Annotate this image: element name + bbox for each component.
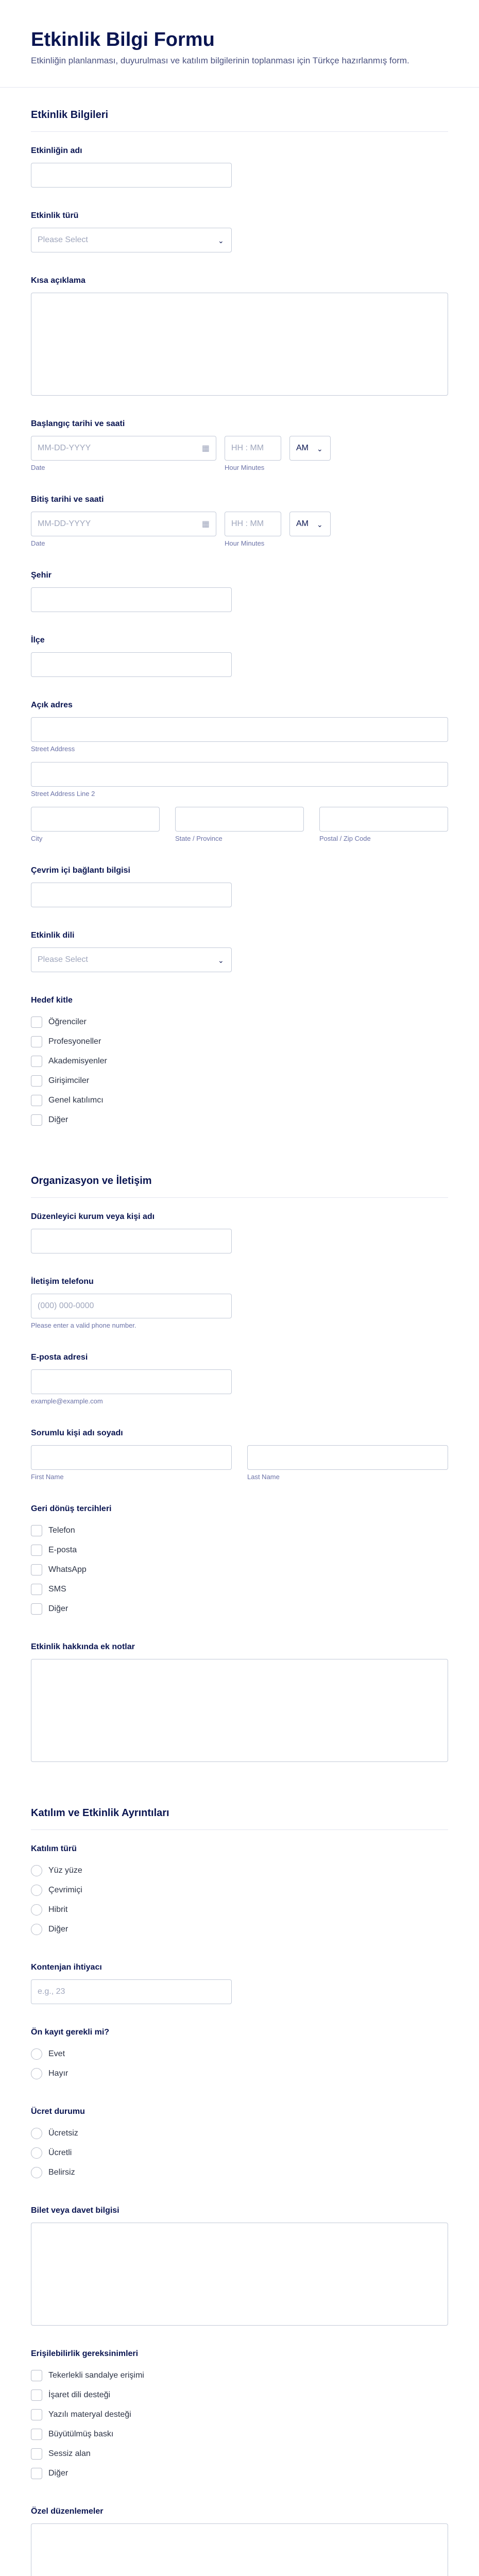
checkbox-option[interactable] [31, 2464, 448, 2483]
field-label: Özel düzenlemeler [31, 2507, 104, 2516]
select-placeholder: Please Select [38, 235, 88, 245]
checkbox-option[interactable] [31, 1110, 448, 1130]
option-label: Diğer [48, 1604, 69, 1614]
field-label: Etkinlik dili [31, 931, 75, 940]
checkbox[interactable] [31, 1075, 42, 1087]
extra-notes-textarea[interactable] [31, 1659, 448, 1762]
question-online-link [31, 866, 448, 907]
radio[interactable] [31, 1904, 42, 1916]
phone-placeholder: (000) 000-0000 [38, 1301, 94, 1311]
option-label: Hibrit [48, 1905, 68, 1914]
street-sublabel: Street Address [31, 745, 75, 753]
field-label: Bitiş tarihi ve saati [31, 495, 104, 504]
email-sublabel: example@example.com [31, 1397, 103, 1405]
checkbox-option[interactable] [31, 2385, 448, 2405]
chevron-down-icon: ⌄ [218, 956, 224, 965]
option-label: Genel katılımcı [48, 1096, 104, 1105]
address-city-input[interactable] [31, 807, 160, 832]
street2-sublabel: Street Address Line 2 [31, 790, 95, 798]
select-placeholder: Please Select [38, 955, 88, 964]
question-event-type [31, 211, 448, 252]
ampm-value: AM [296, 519, 309, 529]
checkbox-option[interactable] [31, 2366, 448, 2385]
checkbox-option[interactable] [31, 1560, 448, 1580]
capacity-placeholder: e.g., 23 [38, 1987, 65, 1996]
field-label: Bilet veya davet bilgisi [31, 2206, 119, 2215]
date-sublabel: Date [31, 539, 45, 548]
question-extra-notes [31, 1642, 448, 1762]
radio[interactable] [31, 2068, 42, 2079]
state-input[interactable] [175, 807, 304, 832]
option-label: WhatsApp [48, 1565, 87, 1574]
checkbox-option[interactable] [31, 2425, 448, 2444]
checkbox-option[interactable] [31, 1032, 448, 1052]
checkbox-option[interactable] [31, 1580, 448, 1599]
checkbox-option[interactable] [31, 1521, 448, 1540]
checkbox[interactable] [31, 1036, 42, 1047]
radio[interactable] [31, 1865, 42, 1876]
date-placeholder: MM-DD-YYYY [38, 444, 91, 453]
checkbox[interactable] [31, 1095, 42, 1106]
postal-input[interactable] [319, 807, 448, 832]
option-label: Yüz yüze [48, 1866, 82, 1875]
question-special-arrangements [31, 2507, 448, 2576]
checkbox[interactable] [31, 2429, 42, 2440]
date-placeholder: MM-DD-YYYY [38, 519, 91, 529]
checkbox[interactable] [31, 2409, 42, 2420]
checkbox-option[interactable] [31, 1012, 448, 1032]
field-label: Kısa açıklama [31, 276, 85, 285]
checkbox-option[interactable] [31, 1091, 448, 1110]
field-label: Düzenleyici kurum veya kişi adı [31, 1212, 155, 1222]
question-ticket-info [31, 2206, 448, 2326]
field-label: Ön kayıt gerekli mi? [31, 2028, 110, 2037]
checkbox[interactable] [31, 1525, 42, 1536]
option-label: Sessiz alan [48, 2449, 91, 2459]
form-title: Etkinlik Bilgi Formu [31, 29, 215, 50]
question-language [31, 931, 448, 972]
checkbox[interactable] [31, 2448, 42, 2460]
field-label: E-posta adresi [31, 1353, 88, 1362]
capacity-input[interactable] [31, 1979, 232, 2004]
section-participation [0, 1786, 479, 2576]
question-audience [31, 996, 448, 1130]
option-label: Çevrimiçi [48, 1886, 82, 1895]
time-placeholder: HH : MM [231, 444, 264, 453]
checkbox[interactable] [31, 2468, 42, 2479]
start-ampm-select[interactable] [289, 436, 331, 461]
checkbox[interactable] [31, 1564, 42, 1575]
checkbox[interactable] [31, 1056, 42, 1067]
section-title: Katılım ve Etkinlik Ayrıntıları [31, 1807, 169, 1819]
form-header [0, 0, 479, 88]
ticket-info-textarea[interactable] [31, 2223, 448, 2326]
question-address [31, 701, 448, 842]
checkbox-option[interactable] [31, 2405, 448, 2425]
question-end-datetime [31, 495, 448, 547]
checkbox[interactable] [31, 1603, 42, 1615]
question-start-datetime [31, 419, 448, 471]
field-label: Geri dönüş tercihleri [31, 1504, 112, 1514]
date-sublabel: Date [31, 464, 45, 472]
email-input[interactable] [31, 1369, 232, 1394]
checkbox-option[interactable] [31, 1052, 448, 1071]
option-label: Telefon [48, 1526, 75, 1535]
checkbox-option[interactable] [31, 1071, 448, 1091]
question-feedback-pref [31, 1504, 448, 1619]
radio-option[interactable] [31, 2064, 448, 2083]
checkbox[interactable] [31, 1545, 42, 1556]
chevron-down-icon: ⌄ [317, 445, 323, 453]
radio-option[interactable] [31, 2143, 448, 2163]
end-time-input[interactable] [225, 512, 281, 536]
option-label: Ücretli [48, 2148, 72, 2158]
field-label: Kontenjan ihtiyacı [31, 1963, 102, 1972]
first-name-input[interactable] [31, 1445, 232, 1470]
special-arrangements-textarea[interactable] [31, 2523, 448, 2576]
option-label: Diğer [48, 2469, 69, 2478]
question-accessibility [31, 2349, 448, 2483]
option-label: Ücretsiz [48, 2129, 78, 2138]
event-name-input[interactable] [31, 163, 232, 188]
checkbox-option[interactable] [31, 2444, 448, 2464]
street-address-2-input[interactable] [31, 762, 448, 787]
option-label: Tekerlekli sandalye erişimi [48, 2371, 144, 2380]
last-name-sublabel: Last Name [247, 1473, 280, 1481]
phone-sublabel: Please enter a valid phone number. [31, 1321, 136, 1330]
field-label: Ücret durumu [31, 2107, 85, 2116]
first-name-sublabel: First Name [31, 1473, 64, 1481]
radio-option[interactable] [31, 2044, 448, 2064]
question-district [31, 636, 448, 677]
option-label: Diğer [48, 1115, 69, 1125]
form-description: Etkinliğin planlanması, duyurulması ve katılım bilgilerinin toplanması için Türkçe hazırlanmış form. [31, 55, 409, 65]
radio-option[interactable] [31, 1861, 448, 1880]
time-sublabel: Hour Minutes [225, 539, 265, 548]
question-fee [31, 2107, 448, 2182]
field-label: Etkinliğin adı [31, 146, 82, 156]
city-input[interactable] [31, 587, 232, 612]
field-label: Etkinlik hakkında ek notlar [31, 1642, 135, 1652]
question-participation-type [31, 1844, 448, 1939]
field-label: İletişim telefonu [31, 1277, 94, 1286]
question-organizer [31, 1212, 448, 1253]
option-label: Büyütülmüş baskı [48, 2430, 114, 2439]
question-pre-register [31, 2028, 448, 2083]
calendar-icon[interactable]: ▦ [201, 444, 210, 453]
field-label: İlçe [31, 636, 45, 645]
checkbox[interactable] [31, 1016, 42, 1028]
radio-option[interactable] [31, 1920, 448, 1939]
district-input[interactable] [31, 652, 232, 677]
calendar-icon[interactable]: ▦ [201, 520, 210, 529]
radio-option[interactable] [31, 2163, 448, 2182]
last-name-input[interactable] [247, 1445, 448, 1470]
option-label: Akademisyenler [48, 1057, 107, 1066]
option-label: Girişimciler [48, 1076, 90, 1086]
chevron-down-icon: ⌄ [317, 520, 323, 529]
option-label: Öğrenciler [48, 1018, 87, 1027]
language-select[interactable] [31, 947, 232, 972]
radio-option[interactable] [31, 1880, 448, 1900]
question-email [31, 1353, 448, 1405]
time-sublabel: Hour Minutes [225, 464, 265, 472]
question-event-name [31, 146, 448, 188]
option-label: E-posta [48, 1546, 77, 1555]
section-organization [0, 1154, 479, 1762]
checkbox[interactable] [31, 1114, 42, 1126]
option-label: Yazılı materyal desteği [48, 2410, 131, 2419]
question-phone [31, 1277, 448, 1329]
checkbox[interactable] [31, 2370, 42, 2381]
option-label: Hayır [48, 2069, 69, 2078]
radio[interactable] [31, 2147, 42, 2159]
option-label: İşaret dili desteği [48, 2391, 111, 2400]
field-label: Açık adres [31, 701, 73, 710]
field-label: Başlangıç tarihi ve saati [31, 419, 125, 429]
field-label: Hedef kitle [31, 996, 73, 1005]
section-title: Organizasyon ve İletişim [31, 1175, 152, 1187]
street-address-input[interactable] [31, 717, 448, 742]
option-label: Evet [48, 2049, 65, 2059]
end-date-input[interactable] [31, 512, 216, 536]
event-type-select[interactable] [31, 228, 232, 252]
section-event-info [0, 88, 479, 1130]
radio[interactable] [31, 2128, 42, 2139]
radio[interactable] [31, 1885, 42, 1896]
checkbox-option[interactable] [31, 1540, 448, 1560]
organizer-input[interactable] [31, 1229, 232, 1253]
postal-sublabel: Postal / Zip Code [319, 835, 371, 843]
question-responsible [31, 1429, 448, 1481]
radio[interactable] [31, 2048, 42, 2060]
checkbox[interactable] [31, 2389, 42, 2401]
option-label: Diğer [48, 1925, 69, 1934]
checkbox[interactable] [31, 1584, 42, 1595]
radio-option[interactable] [31, 2124, 448, 2143]
checkbox-option[interactable] [31, 1599, 448, 1619]
state-sublabel: State / Province [175, 835, 223, 843]
chevron-down-icon: ⌄ [218, 236, 224, 245]
end-ampm-select[interactable] [289, 512, 331, 536]
field-label: Katılım türü [31, 1844, 77, 1854]
online-link-input[interactable] [31, 883, 232, 907]
option-label: SMS [48, 1585, 66, 1594]
section-title: Etkinlik Bilgileri [31, 109, 109, 121]
field-label: Erişilebilirlik gereksinimleri [31, 2349, 139, 2359]
option-label: Profesyoneller [48, 1037, 101, 1046]
city-sublabel: City [31, 835, 43, 843]
option-label: Belirsiz [48, 2168, 75, 2177]
radio[interactable] [31, 2167, 42, 2178]
question-city [31, 571, 448, 612]
short-desc-textarea[interactable] [31, 293, 448, 396]
field-label: Şehir [31, 571, 52, 580]
radio-option[interactable] [31, 1900, 448, 1920]
time-placeholder: HH : MM [231, 519, 264, 529]
radio[interactable] [31, 1924, 42, 1935]
start-time-input[interactable] [225, 436, 281, 461]
question-short-desc [31, 276, 448, 396]
field-label: Çevrim içi bağlantı bilgisi [31, 866, 130, 875]
question-capacity [31, 1963, 448, 2004]
ampm-value: AM [296, 444, 309, 453]
field-label: Etkinlik türü [31, 211, 79, 221]
field-label: Sorumlu kişi adı soyadı [31, 1429, 123, 1438]
start-date-input[interactable] [31, 436, 216, 461]
phone-input[interactable] [31, 1294, 232, 1318]
